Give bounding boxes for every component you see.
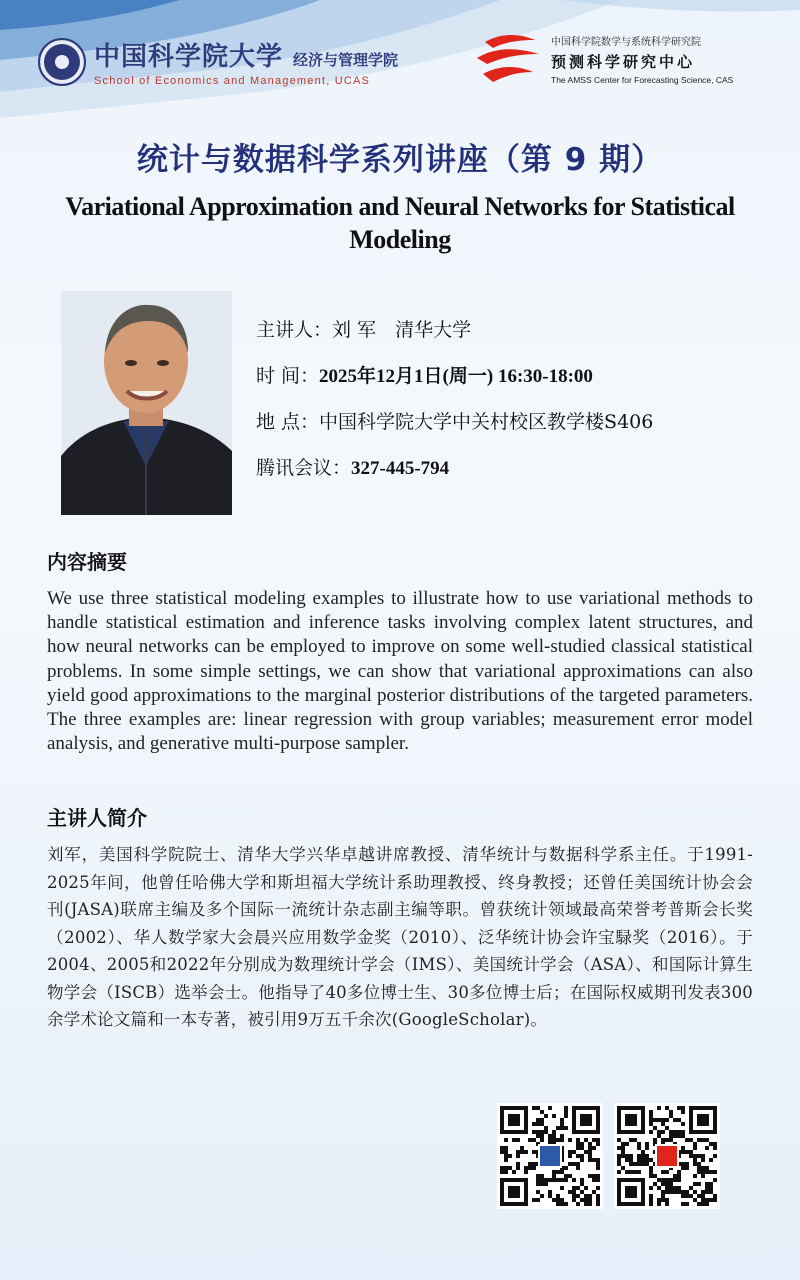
abstract-heading: 内容摘要 [47, 550, 127, 574]
speaker-affiliation: 清华大学 [395, 319, 472, 341]
qr-code-ucas-icon [500, 1106, 600, 1206]
amss-institute-name: 中国科学院数学与系统科学研究院 [551, 37, 701, 48]
ucas-english-name: School of Economics and Management, UCAS [94, 75, 371, 87]
bio-heading: 主讲人简介 [47, 806, 147, 830]
place-label: 地 点： [256, 411, 320, 433]
amss-english-name: The AMSS Center for Forecasting Science, CAS [551, 75, 734, 85]
place-value: 中国科学院大学中关村校区教学楼S406 [319, 411, 654, 433]
meeting-label: 腾讯会议： [256, 457, 352, 479]
time-label: 时 间： [256, 365, 320, 387]
amss-logo [475, 32, 733, 86]
header-banner [0, 0, 800, 120]
qr-code-amss-icon [617, 1106, 717, 1206]
meeting-row [256, 456, 653, 481]
speaker-row [256, 318, 653, 343]
ucas-name: 中国科学院大学 [94, 42, 284, 72]
ucas-school-name: 经济与管理学院 [293, 51, 399, 69]
lecture-info [256, 318, 653, 502]
ucas-seal-icon [38, 38, 86, 86]
page-title-cn: 统计与数据科学系列讲座（第 9 期） [136, 142, 664, 178]
speaker-photo [61, 291, 232, 515]
speaker-name: 刘 军 [332, 319, 377, 341]
bio-text: 刘军，美国科学院院士、清华大学兴华卓越讲席教授、清华统计与数据科学系主任。于1991-2025年间，他曾任哈佛大学和斯坦福大学统计系助理教授、终身教授；还曾任美国统计协会会刊(JASA)联席主编及多个国际一流统计杂志副主编等职。曾获统计领域最高荣誉考普斯会长奖（2002）、华人数学家大会晨兴应用数学金奖（2010）、泛华统计协会许宝騄奖（2016）。于2004、2005和2022年分别成为数理统计学会（IMS）、美国统计学会（ASA）、和国际计算生物学会（ISCB）选举会士。他指导了40多位博士生、30多位博士后；在国际权威期刊发表300余学术论文篇和一本专著，被引用9万五千余次(GoogleScholar)。 [47, 845, 753, 1029]
amss-center-name: 预测科学研究中心 [551, 53, 696, 71]
time-row [256, 364, 653, 389]
page-title-en: Variational Approximation and Neural Networks for Statistical Modeling [65, 192, 735, 254]
time-value: 2025年12月1日(周一) 16:30-18:00 [319, 366, 593, 387]
ucas-logo [38, 36, 398, 87]
speaker-label: 主讲人： [256, 319, 333, 341]
amss-swoosh-icon [475, 32, 541, 86]
place-row [256, 410, 653, 435]
meeting-id: 327-445-794 [351, 458, 450, 479]
abstract-text: We use three statistical modeling examples to illustrate how to use variational methods to handle statistical estimation and inference tasks involving complex latent structures, and how neural networks can be employed to improve on some well-studied classical statistical problems. In some simple settings, we can show that variational approximations can also yield good approximations to the marginal posterior distributions of the targeted parameters. The three examples are: linear regression with group variables; measurement error model analysis, and generative multi-purpose sampler. [47, 588, 753, 755]
